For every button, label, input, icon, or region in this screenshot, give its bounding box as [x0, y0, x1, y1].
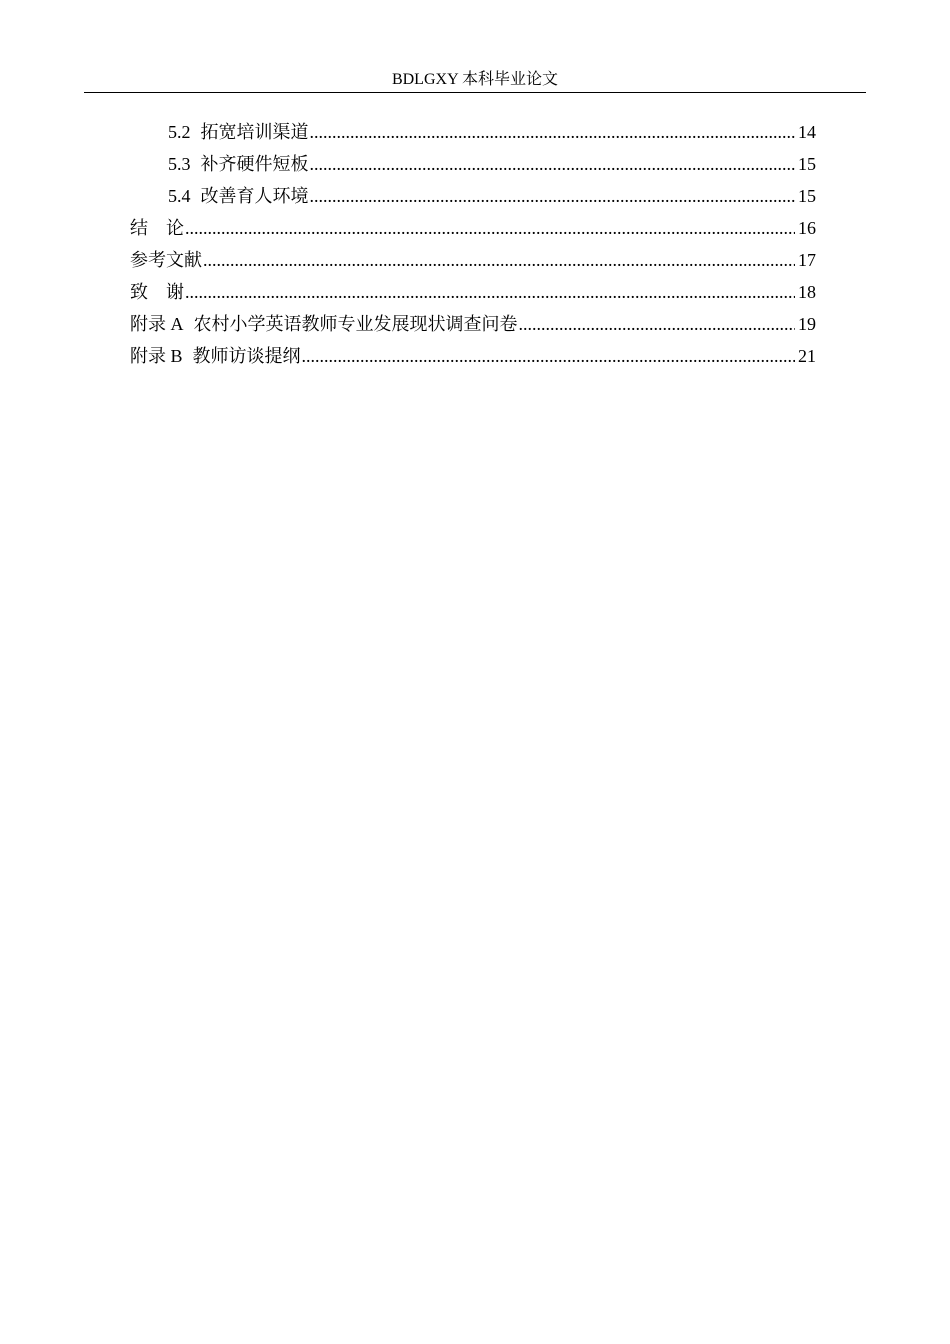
toc-entry[interactable] [130, 116, 816, 148]
toc-entry-page: 18 [798, 282, 816, 302]
toc-entry-page: 21 [798, 346, 816, 366]
toc-dot-leader [519, 308, 796, 340]
toc-entry-number: 5.3 [168, 154, 191, 174]
toc-entry-number: 5.4 [168, 186, 191, 206]
toc-entry[interactable] [130, 308, 816, 340]
toc-entry-number: 附录 A [130, 314, 184, 334]
toc-entry-page: 16 [798, 218, 816, 238]
toc-dot-leader [203, 244, 795, 276]
toc-entry-page: 17 [798, 250, 816, 270]
toc-entry-number: 附录 B [130, 346, 183, 366]
toc-entry[interactable] [130, 212, 816, 244]
toc-entry-title: 补齐硬件短板 [200, 154, 309, 174]
toc-dot-leader [185, 276, 795, 308]
toc-entry-page: 15 [798, 154, 816, 174]
toc-entry[interactable] [130, 244, 816, 276]
toc-entry[interactable] [130, 180, 816, 212]
toc-entry-title: 改善育人环境 [200, 186, 309, 206]
table-of-contents [130, 116, 816, 372]
toc-entry[interactable] [130, 340, 816, 372]
toc-dot-leader [310, 180, 796, 212]
toc-entry-title: 拓宽培训渠道 [200, 122, 309, 142]
toc-entry-title: 农村小学英语教师专业发展现状调查问卷 [193, 314, 518, 334]
toc-dot-leader [302, 340, 795, 372]
toc-entry-title: 结 论 [130, 218, 184, 238]
toc-entry-title: 参考文献 [130, 250, 202, 270]
toc-dot-leader [185, 212, 795, 244]
toc-entry-title: 教师访谈提纲 [192, 346, 301, 366]
toc-dot-leader [310, 116, 796, 148]
toc-entry-page: 15 [798, 186, 816, 206]
toc-entry-title: 致 谢 [130, 282, 184, 302]
toc-entry-page: 19 [798, 314, 816, 334]
toc-entry[interactable] [130, 148, 816, 180]
header-title: BDLGXY 本科毕业论文 [391, 71, 559, 88]
toc-entry[interactable] [130, 276, 816, 308]
toc-dot-leader [310, 148, 796, 180]
toc-entry-number: 5.2 [168, 122, 191, 142]
page-header [84, 68, 866, 93]
toc-entry-page: 14 [798, 122, 816, 142]
